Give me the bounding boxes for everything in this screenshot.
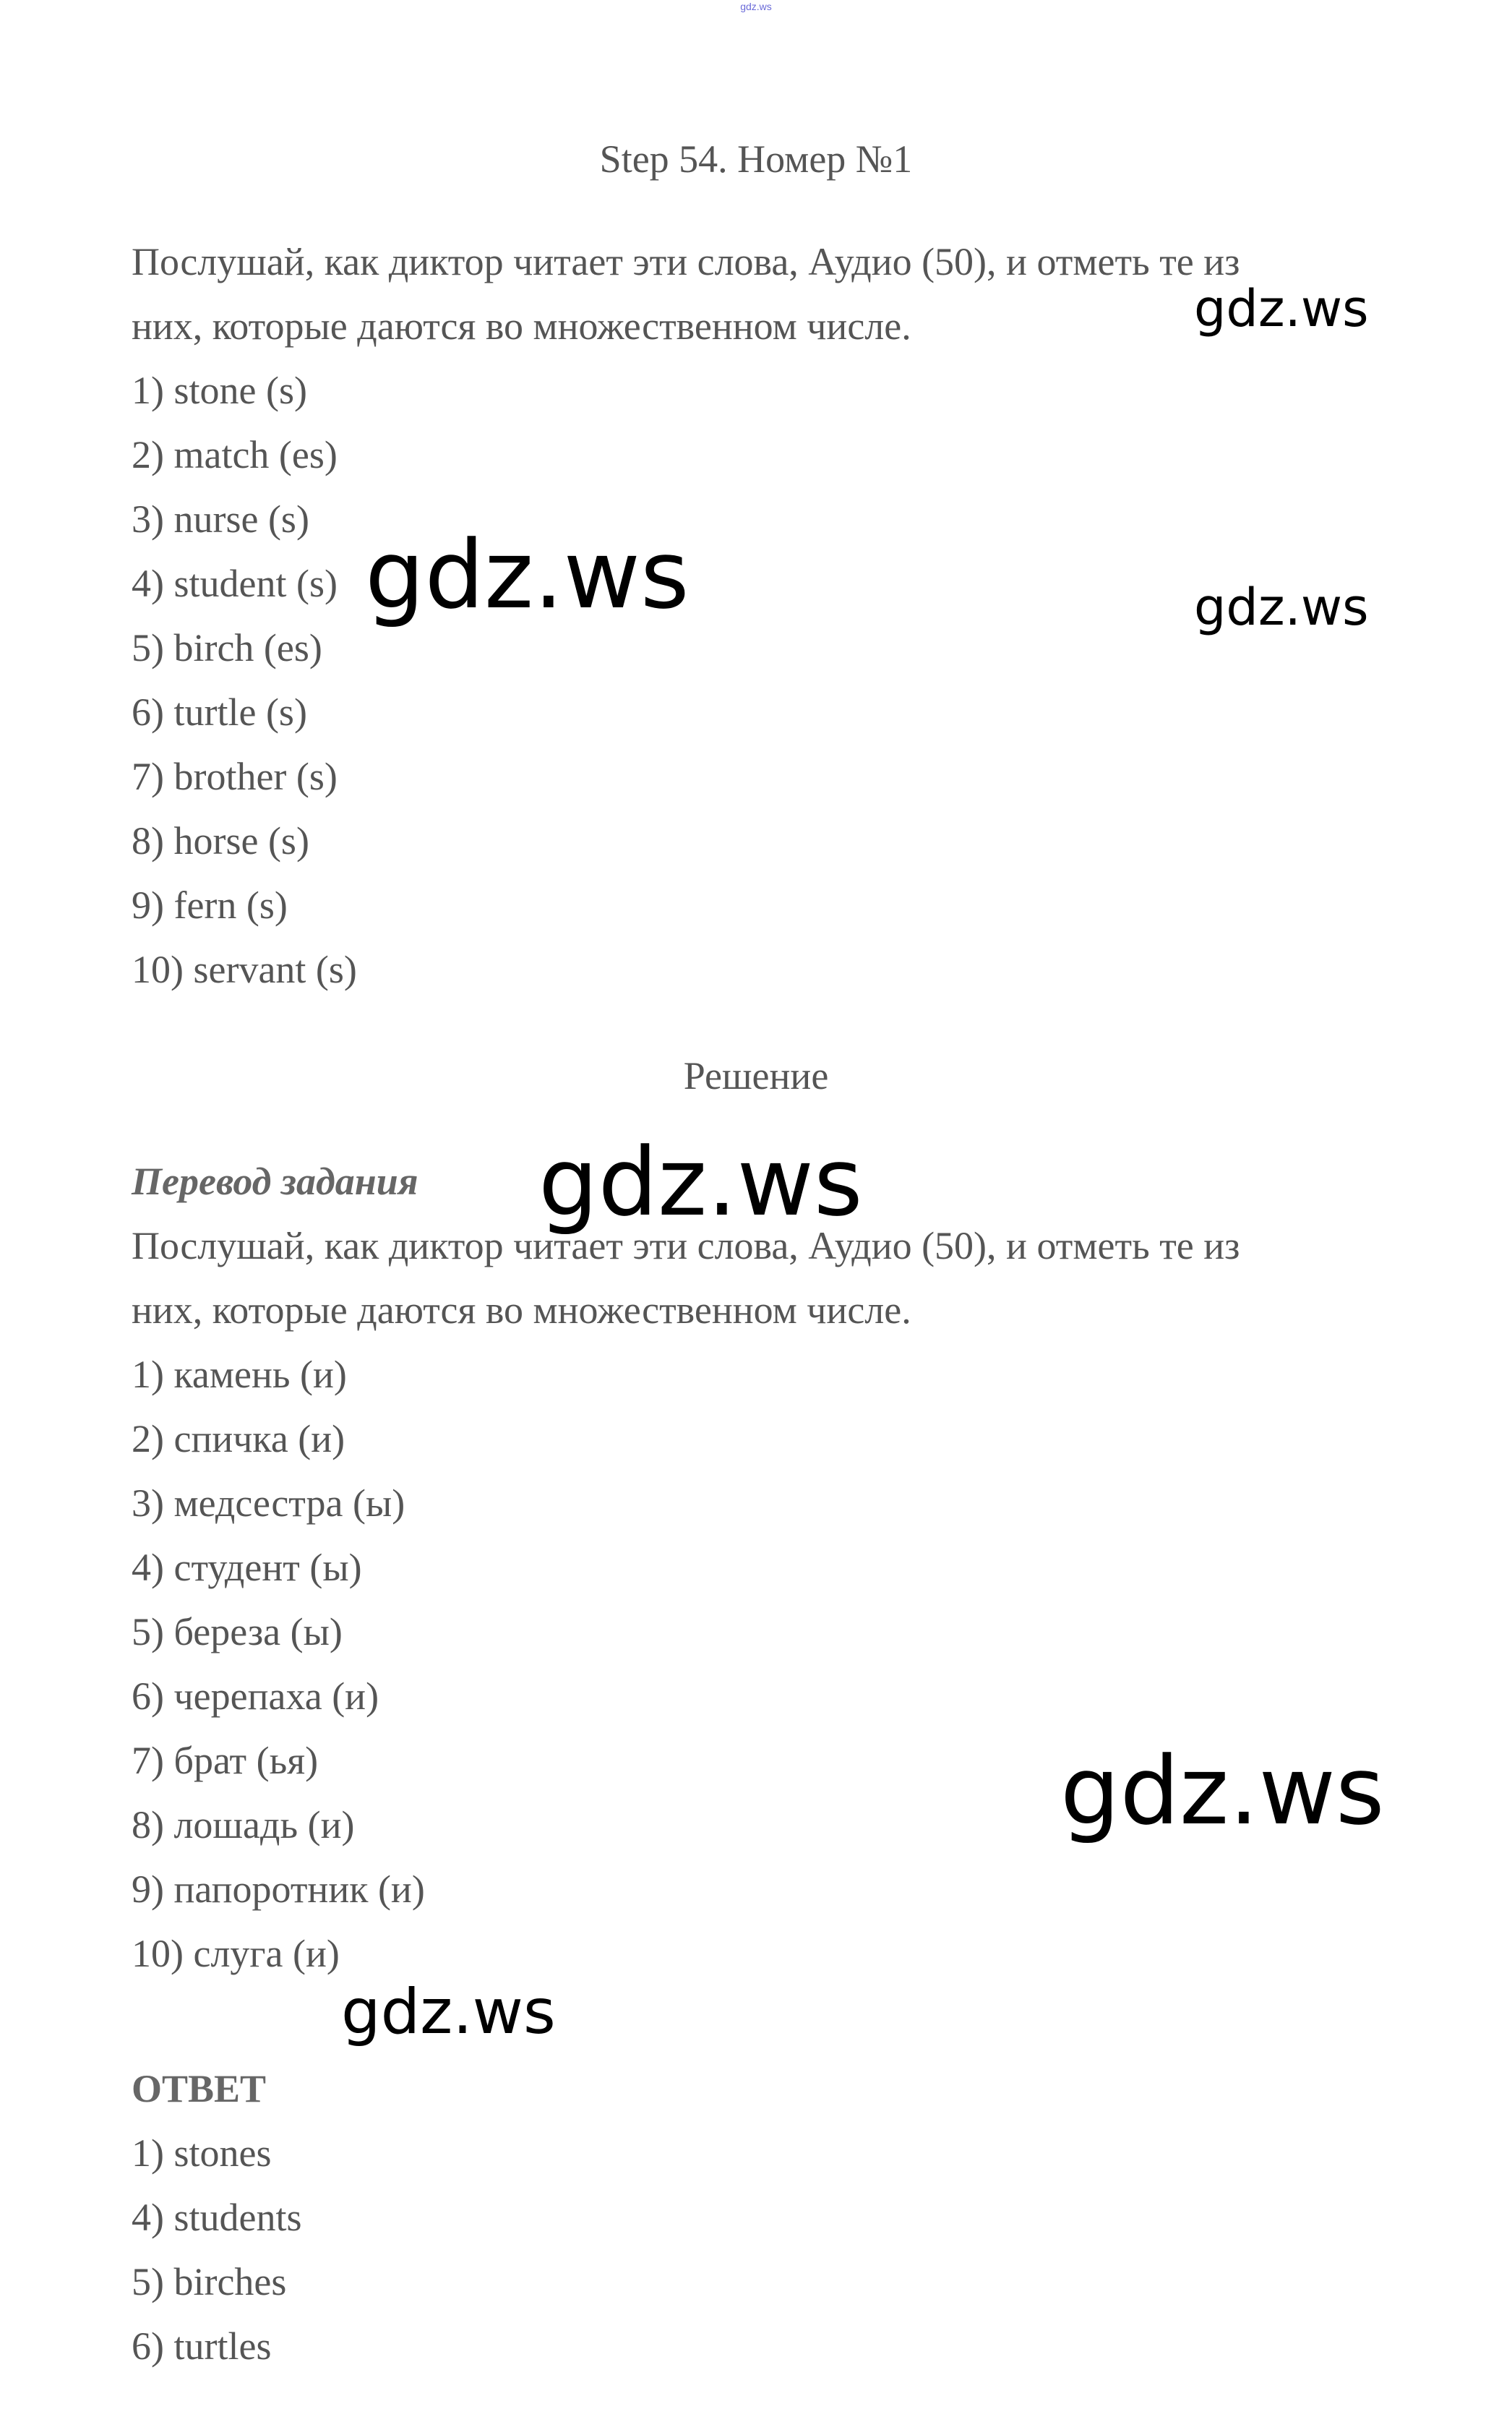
watermark: gdz.ws bbox=[538, 1127, 863, 1237]
list-item: 6) черепаха (и) bbox=[132, 1674, 379, 1718]
solution-section bbox=[132, 1150, 1404, 1986]
list-item: 4) студент (ы) bbox=[132, 1546, 362, 1589]
list-item: 8) лошадь (и) bbox=[132, 1803, 355, 1847]
watermark: gdz.ws bbox=[1194, 578, 1369, 637]
solution-heading: Решение bbox=[683, 1054, 829, 1097]
list-item: 8) horse (s) bbox=[132, 819, 309, 863]
list-item: 5) береза (ы) bbox=[132, 1610, 343, 1653]
list-item: 3) nurse (s) bbox=[132, 497, 309, 541]
list-item: 7) brother (s) bbox=[132, 755, 338, 798]
list-item: 2) спичка (и) bbox=[132, 1417, 345, 1460]
translation-word-list bbox=[132, 1343, 1404, 1986]
list-item: 4) student (s) bbox=[132, 562, 338, 605]
translation-instruction-line-2: них, которые даются во множественном числе. bbox=[132, 1288, 911, 1332]
list-item: 4) students bbox=[132, 2196, 302, 2239]
top-watermark: gdz.ws bbox=[740, 1, 772, 12]
list-item: 3) медсестра (ы) bbox=[132, 1481, 405, 1525]
answer-section bbox=[132, 2057, 1404, 2379]
watermark: gdz.ws bbox=[1194, 279, 1369, 338]
translation-instruction-line-1: Послушай, как диктор читает эти слова, Аудио (50), и отметь те из bbox=[132, 1224, 1240, 1267]
task-instruction-line-2: них, которые даются во множественном числе. bbox=[132, 304, 911, 348]
list-item: 1) stone (s) bbox=[132, 369, 307, 412]
task-instruction-line-1: Послушай, как диктор читает эти слова, Аудио (50), и отметь те из bbox=[132, 240, 1240, 283]
list-item: 9) fern (s) bbox=[132, 883, 288, 927]
answer-list bbox=[132, 2121, 1404, 2379]
translation-heading: Перевод задания bbox=[132, 1160, 418, 1203]
watermark: gdz.ws bbox=[341, 1976, 556, 2048]
list-item: 1) stones bbox=[132, 2131, 272, 2175]
page-title: Step 54. Номер №1 bbox=[599, 137, 913, 181]
list-item: 9) папоротник (и) bbox=[132, 1867, 425, 1911]
list-item: 6) turtles bbox=[132, 2324, 272, 2368]
watermark: gdz.ws bbox=[365, 520, 690, 630]
list-item: 10) слуга (и) bbox=[132, 1932, 340, 1975]
list-item: 5) birches bbox=[132, 2260, 287, 2303]
answer-heading: ОТВЕТ bbox=[132, 2067, 267, 2110]
watermark: gdz.ws bbox=[1060, 1736, 1385, 1846]
list-item: 6) turtle (s) bbox=[132, 690, 307, 734]
list-item: 7) брат (ья) bbox=[132, 1739, 319, 1782]
list-item: 1) камень (и) bbox=[132, 1353, 347, 1396]
list-item: 2) match (es) bbox=[132, 433, 338, 476]
list-item: 5) birch (es) bbox=[132, 626, 322, 669]
task-word-list bbox=[132, 359, 1404, 1002]
list-item: 10) servant (s) bbox=[132, 948, 357, 991]
